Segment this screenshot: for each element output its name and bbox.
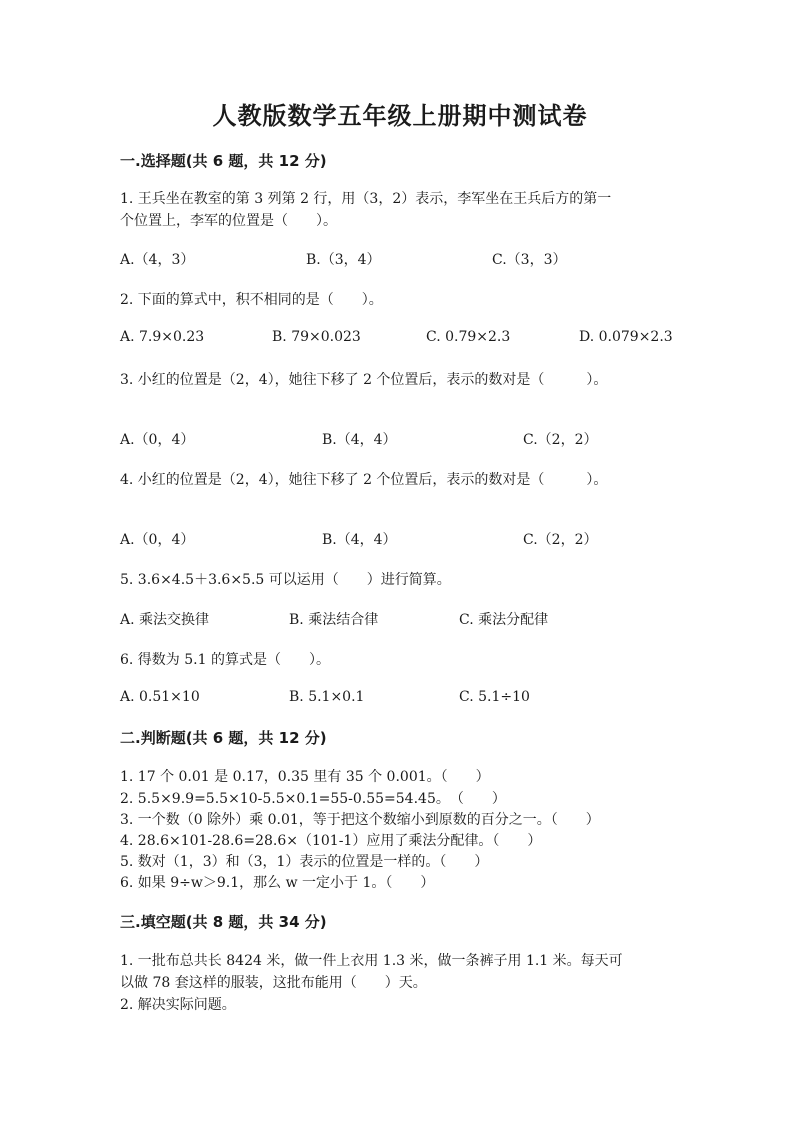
judge-item: 3. 一个数（0 除外）乘 0.01，等于把这个数缩小到原数的百分之一。（ ） xyxy=(120,812,600,828)
question-stem: 1. 王兵坐在教室的第 3 列第 2 行，用（3，2）表示，李军坐在王兵后方的第一 xyxy=(120,191,612,207)
option-b: B. 乘法结合律 xyxy=(289,612,379,628)
option-b: B. 79×0.023 xyxy=(272,329,361,345)
page-title: 人教版数学五年级上册期中测试卷 xyxy=(212,101,588,130)
option-c: C. 乘法分配律 xyxy=(459,612,549,628)
option-c: C. 5.1÷10 xyxy=(459,689,530,705)
option-a: A. 0.51×10 xyxy=(120,689,200,705)
option-b: B.（4，4） xyxy=(322,432,397,448)
option-b: B. 5.1×0.1 xyxy=(289,689,365,705)
question-stem: 4. 小红的位置是（2，4），她往下移了 2 个位置后，表示的数对是（ ）。 xyxy=(120,472,608,488)
option-a: A. 7.9×0.23 xyxy=(120,329,205,345)
section-heading-choice: 一.选择题(共 6 题，共 12 分) xyxy=(120,152,327,170)
judge-item: 6. 如果 9÷w＞9.1，那么 w 一定小于 1。（ ） xyxy=(120,875,435,891)
fill-item: 以做 78 套这样的服装，这批布能用（ ）天。 xyxy=(120,975,427,991)
option-b: B.（3，4） xyxy=(306,252,381,268)
judge-item: 2. 5.5×9.9=5.5×10-5.5×0.1=55-0.55=54.45。 （ ） xyxy=(120,791,506,807)
option-c: C. 0.79×2.3 xyxy=(426,329,511,345)
question-stem: 个位置上，李军的位置是（ ）。 xyxy=(120,213,337,229)
judge-item: 4. 28.6×101-28.6=28.6×（101-1）应用了乘法分配律。（ ） xyxy=(120,833,542,849)
fill-item: 2. 解决实际问题。 xyxy=(120,997,236,1013)
judge-item: 5. 数对（1，3）和（3，1）表示的位置是一样的。（ ） xyxy=(120,854,489,870)
option-a: A. 乘法交换律 xyxy=(120,612,210,628)
option-b: B.（4，4） xyxy=(322,532,397,548)
option-c: C.（3，3） xyxy=(492,252,567,268)
option-a: A.（4，3） xyxy=(120,252,195,268)
section-heading-judge: 二.判断题(共 6 题，共 12 分) xyxy=(120,729,327,747)
option-d: D. 0.079×2.3 xyxy=(579,329,673,345)
option-a: A.（0，4） xyxy=(120,432,195,448)
question-stem: 6. 得数为 5.1 的算式是（ ）。 xyxy=(120,652,330,668)
option-c: C.（2，2） xyxy=(523,432,598,448)
fill-item: 1. 一批布总共长 8424 米，做一件上衣用 1.3 米，做一条裤子用 1.1 米。每天可 xyxy=(120,953,623,969)
section-heading-fill: 三.填空题(共 8 题，共 34 分) xyxy=(120,913,327,931)
question-stem: 5. 3.6×4.5＋3.6×5.5 可以运用（ ）进行简算。 xyxy=(120,572,451,588)
judge-item: 1. 17 个 0.01 是 0.17，0.35 里有 35 个 0.001。（ ） xyxy=(120,769,490,785)
option-a: A.（0，4） xyxy=(120,532,195,548)
option-c: C.（2，2） xyxy=(523,532,598,548)
question-stem: 3. 小红的位置是（2，4），她往下移了 2 个位置后，表示的数对是（ ）。 xyxy=(120,372,608,388)
question-stem: 2. 下面的算式中，积不相同的是（ ）。 xyxy=(120,292,383,308)
